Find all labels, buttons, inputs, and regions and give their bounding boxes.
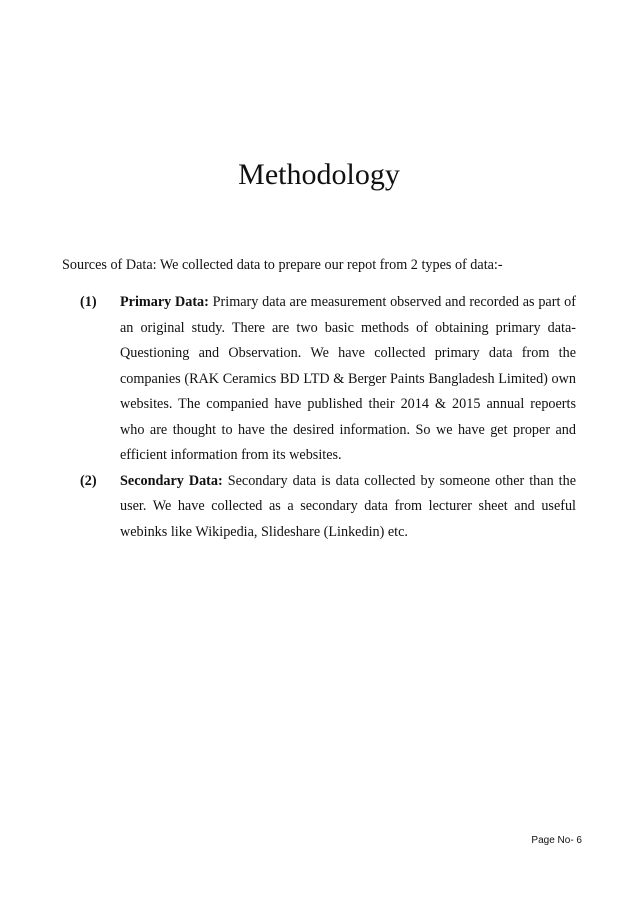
list-item-text — [120, 469, 576, 546]
list-item-body: Primary data are measurement observed and recorded as part of an original study. There are two basic methods of obtaining primary data- Questioning and Observation. We have collected primary data from the companies (RAK Ceramics BD LTD & Berger Paints Bangladesh Limited) own websites. The companied have published their 2014 & 2015 annual repoerts who are thought to have the desired information. So we have get proper and efficient information from its websites. — [120, 294, 576, 463]
list-item-primary-data — [62, 290, 576, 469]
intro-paragraph: Sources of Data: We collected data to prepare our repot from 2 types of data:- — [62, 257, 503, 273]
list-item-text — [120, 290, 576, 469]
page-number: Page No- 6 — [531, 835, 582, 846]
list-item-secondary-data — [62, 469, 576, 546]
data-sources-list — [62, 290, 576, 545]
list-item-number: (1) — [80, 294, 97, 310]
list-item-label: Primary Data: — [120, 294, 209, 310]
page-title: Methodology — [238, 158, 400, 191]
list-item-label: Secondary Data: — [120, 472, 223, 489]
list-item-body: Secondary data is data collected by someone other than the user. We have collected as a secondary data from lecturer sheet and useful webinks like Wikipedia, Slideshare (Linkedin) etc. — [120, 472, 576, 540]
list-item-number: (2) — [80, 472, 97, 489]
